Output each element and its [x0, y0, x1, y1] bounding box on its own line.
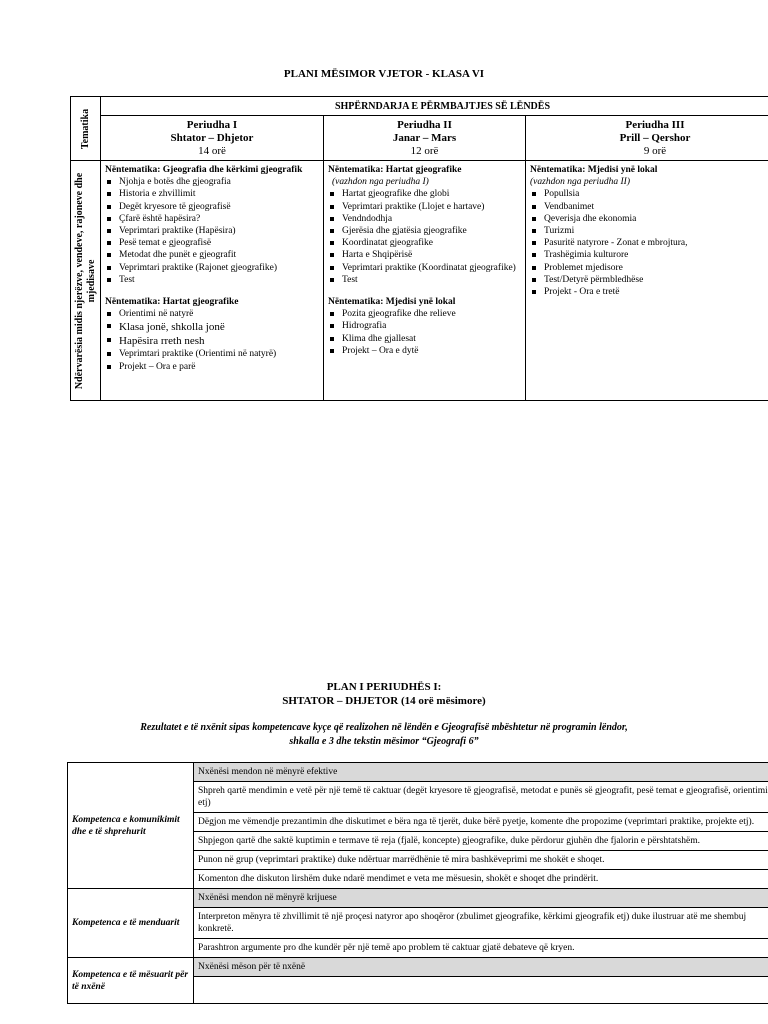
list-item: Qeverisja dhe ekonomia	[530, 213, 710, 225]
list-item: Projekt – Ora e parë	[105, 361, 319, 373]
list-item: Test/Detyrë përmbledhëse	[530, 274, 710, 286]
list-item: Veprimtari praktike (Rajonet gjeografike)	[105, 262, 319, 274]
period-3-header: Periudha III Prill – Qershor 9 orë	[526, 116, 768, 161]
list-item: Pasuritë natyrore - Zonat e mbrojtura,	[530, 237, 710, 249]
list-item: Hidrografia	[328, 320, 521, 332]
competences-table	[67, 762, 768, 1004]
period-plan-title: PLAN I PERIUDHËS I: SHTATOR – DHJETOR (14 orë mësimore)	[282, 681, 486, 707]
competence-header: Nxënësi mendon në mënyrë efektive	[194, 763, 768, 782]
list-item: Çfarë është hapësira?	[105, 213, 319, 225]
list-item: Veprimtari praktike (Llojet e hartave)	[328, 201, 521, 213]
outcome-row: Dëgjon me vëmendje prezantimin dhe diskutimet e bëra nga të tjerët, duke bërë pyetje, komente dhe propozime (veprimtari praktike, projekte etj).	[194, 813, 768, 832]
period-3-content	[526, 161, 768, 401]
outcome-row	[194, 977, 768, 1004]
list-item: Degët kryesore të gjeografisë	[105, 201, 319, 213]
continuation-note: (vazhdon nga periudha II)	[530, 177, 630, 188]
row-label-cell	[71, 161, 101, 401]
subtheme-heading: Nëntematika: Hartat gjeografike	[328, 165, 462, 175]
page-title: PLANI MËSIMOR VJETOR - KLASA VI	[283, 68, 485, 80]
outcome-row: Punon në grup (veprimtari praktike) duke ndërtuar marrëdhënie të mira bashkëveprimi me shokët e shoqet.	[194, 851, 768, 870]
tematika-label: Tematika	[79, 108, 91, 149]
competence-name: Kompetenca e të mësuarit për të nxënë	[68, 958, 194, 1004]
period-2-content	[324, 161, 526, 401]
list-item: Vendbanimet	[530, 201, 710, 213]
list-item: Historia e zhvillimit	[105, 188, 319, 200]
outcome-row: Interpreton mënyra të zhvillimit të një proçesi natyror apo shoqëror (zbulimet gjeografike, kërkimi gjeografik etj) duke ilustruar atë me shembuj konkretë.	[194, 908, 768, 939]
list-item: Pozita gjeografike dhe relieve	[328, 308, 521, 320]
list-item: Gjerësia dhe gjatësia gjeografike	[328, 225, 521, 237]
list-item: Test	[105, 274, 319, 286]
competence-name: Kompetenca e të menduarit	[68, 889, 194, 958]
topic-list	[328, 188, 521, 286]
topic-list	[105, 176, 319, 286]
list-item: Njohja e botës dhe gjeografia	[105, 176, 319, 188]
list-item: Trashëgimia kulturore	[530, 249, 710, 261]
competence-header: Nxënësi mendon në mënyrë krijuese	[194, 889, 768, 908]
outcome-row: Shpreh qartë mendimin e vetë për një temë të caktuar (degët kryesore të gjeografisë, metodat e punës së gjeografit, pesë temat e gjeografisë, orientimi etj)	[194, 782, 768, 813]
learning-outcomes-intro: Rezultatet e të nxënit sipas kompetencave kyçe që realizohen në lëndën e Gjeografisë mbështetur në programin lëndor, shkalla e 3 dhe tekstin mësimor “Gjeografi 6”	[140, 722, 628, 747]
list-item: Hapësira rreth nesh	[105, 334, 319, 348]
list-item: Popullsia	[530, 188, 710, 200]
list-item: Vendndodhja	[328, 213, 521, 225]
list-item: Turizmi	[530, 225, 710, 237]
outcome-row: Parashtron argumente pro dhe kundër për një temë apo problem të caktuar gjatë debateve që kryen.	[194, 939, 768, 958]
distribution-header: SHPËRNDARJA E PËRMBAJTJES SË LËNDËS	[101, 97, 768, 116]
list-item: Harta e Shqipërisë	[328, 249, 521, 261]
subtheme-heading: Nëntematika: Mjedisi ynë lokal	[328, 297, 456, 308]
list-item: Projekt – Ora e dytë	[328, 345, 521, 357]
list-item: Veprimtari praktike (Koordinatat gjeografike)	[328, 262, 521, 274]
subtheme-heading: Nëntematika: Hartat gjeografike	[105, 297, 239, 308]
list-item: Metodat dhe punët e gjeografit	[105, 249, 319, 261]
subtheme-heading: Nëntematika: Gjeografia dhe kërkimi gjeografik	[105, 165, 303, 175]
competence-header: Nxënësi mëson për të nxënë	[194, 958, 768, 977]
period-1-header: Periudha I Shtator – Dhjetor 14 orë	[101, 116, 324, 161]
row-label: Ndërvarësia midis njerëzve, vendeve, rajoneve dhe mjedisave	[73, 172, 97, 389]
competence-name: Kompetenca e komunikimit dhe e të shprehurit	[68, 763, 194, 889]
tematika-header-cell	[71, 97, 101, 161]
period-1-content	[101, 161, 324, 401]
outcome-row: Komenton dhe diskuton lirshëm duke ndarë mendimet e veta me mësuesin, shokët e shoqet dhe prindërit.	[194, 870, 768, 889]
list-item: Test	[328, 274, 521, 286]
list-item: Orientimi në natyrë	[105, 308, 319, 320]
outcome-row: Shpjegon qartë dhe saktë kuptimin e termave të reja (fjalë, koncepte) gjeografike, duke përdorur gjuhën dhe fjalorin e përshtatshëm.	[194, 832, 768, 851]
list-item: Veprimtari praktike (Orientimi në natyrë)	[105, 348, 319, 360]
list-item: Klima dhe gjallesat	[328, 333, 521, 345]
subtheme-heading: Nëntematika: Mjedisi ynë lokal	[530, 165, 658, 175]
period-2-header: Periudha II Janar – Mars 12 orë	[324, 116, 526, 161]
list-item: Klasa jonë, shkolla jonë	[105, 320, 319, 334]
list-item: Projekt - Ora e tretë	[530, 286, 710, 298]
list-item: Koordinatat gjeografike	[328, 237, 521, 249]
list-item: Pesë temat e gjeografisë	[105, 237, 319, 249]
topic-list	[105, 308, 319, 373]
list-item: Problemet mjedisore	[530, 262, 710, 274]
topic-list	[530, 188, 710, 298]
continuation-note: (vazhdon nga periudha I)	[332, 177, 429, 188]
list-item: Veprimtari praktike (Hapësira)	[105, 225, 319, 237]
list-item: Hartat gjeografike dhe globi	[328, 188, 521, 200]
topic-list	[328, 308, 521, 357]
annual-plan-table	[70, 96, 768, 401]
